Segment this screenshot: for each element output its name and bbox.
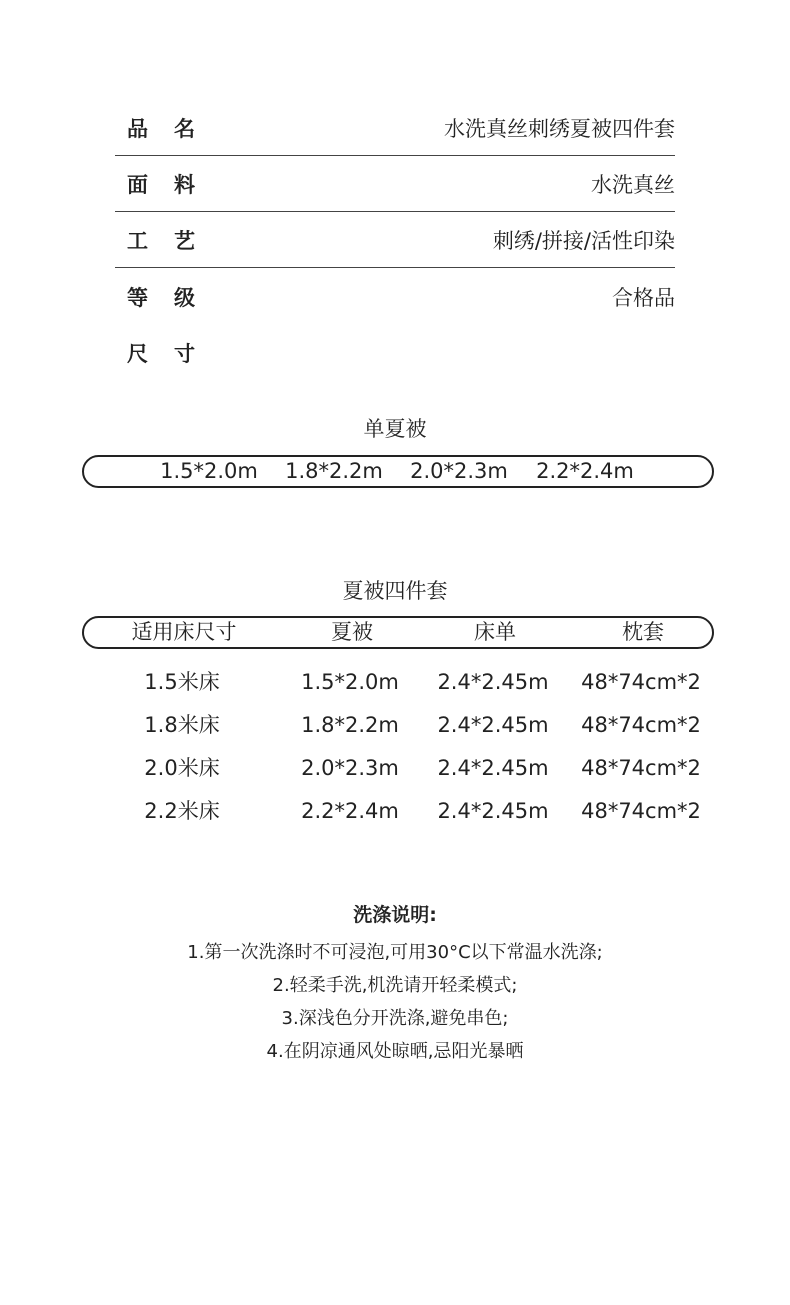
- spec-label: 品名: [127, 117, 221, 141]
- washing-title: 洗涤说明:: [353, 904, 437, 926]
- table-header-cell: 床单: [474, 620, 516, 644]
- table-row: [82, 705, 714, 745]
- table-cell: 48*74cm*2: [581, 670, 701, 694]
- spec-label: 面料: [127, 173, 221, 197]
- table-header-cell: 枕套: [622, 620, 664, 644]
- spec-value: 刺绣/拼接/活性印染: [492, 229, 675, 253]
- single-quilt-size: 2.0*2.3m: [410, 459, 508, 483]
- four-piece-set-title: 夏被四件套: [342, 579, 448, 603]
- spec-label: 工艺: [127, 229, 221, 253]
- washing-line: 2.轻柔手洗,机洗请开轻柔模式;: [272, 975, 518, 996]
- spec-value: 水洗真丝: [591, 173, 675, 197]
- spec-label: 等级: [127, 285, 221, 310]
- spec-row-fabric: [115, 157, 675, 212]
- table-cell: 48*74cm*2: [581, 799, 701, 823]
- spec-label: 尺寸: [127, 341, 221, 366]
- spec-row-craft: [115, 213, 675, 268]
- table-cell: 2.2米床: [144, 799, 220, 823]
- spec-row-size: [115, 325, 675, 380]
- washing-line: 1.第一次洗涤时不可浸泡,可用30°C以下常温水洗涤;: [187, 942, 603, 963]
- table-header-cell: 夏被: [331, 620, 373, 644]
- table-header: [82, 616, 714, 649]
- washing-line: 4.在阴凉通风处晾晒,忌阳光暴晒: [266, 1041, 524, 1062]
- table-cell: 2.2*2.4m: [301, 799, 399, 823]
- table-cell: 2.0米床: [144, 756, 220, 780]
- table-row: [82, 748, 714, 788]
- spec-row-name: [115, 101, 675, 156]
- table-cell: 2.0*2.3m: [301, 756, 399, 780]
- table-cell: 2.4*2.45m: [437, 799, 549, 823]
- washing-line: 3.深浅色分开洗涤,避免串色;: [281, 1008, 509, 1029]
- table-cell: 2.4*2.45m: [437, 713, 549, 737]
- table-cell: 1.5*2.0m: [301, 670, 399, 694]
- single-quilt-size: 2.2*2.4m: [536, 459, 634, 483]
- table-cell: 2.4*2.45m: [437, 670, 549, 694]
- table-cell: 2.4*2.45m: [437, 756, 549, 780]
- table-header-cell: 适用床尺寸: [131, 620, 237, 644]
- single-quilt-size-bar: [82, 455, 714, 488]
- single-quilt-title: 单夏被: [363, 417, 427, 441]
- table-cell: 1.5米床: [144, 670, 220, 694]
- spec-list: [115, 100, 675, 380]
- single-quilt-size: 1.5*2.0m: [160, 459, 258, 483]
- spec-row-grade: [115, 269, 675, 324]
- spec-value: 水洗真丝刺绣夏被四件套: [444, 117, 675, 141]
- table-cell: 1.8*2.2m: [301, 713, 399, 737]
- table-row: [82, 662, 714, 702]
- table-cell: 48*74cm*2: [581, 756, 701, 780]
- table-cell: 48*74cm*2: [581, 713, 701, 737]
- single-quilt-size: 1.8*2.2m: [285, 459, 383, 483]
- table-row: [82, 791, 714, 831]
- table-cell: 1.8米床: [144, 713, 220, 737]
- spec-value: 合格品: [612, 285, 675, 310]
